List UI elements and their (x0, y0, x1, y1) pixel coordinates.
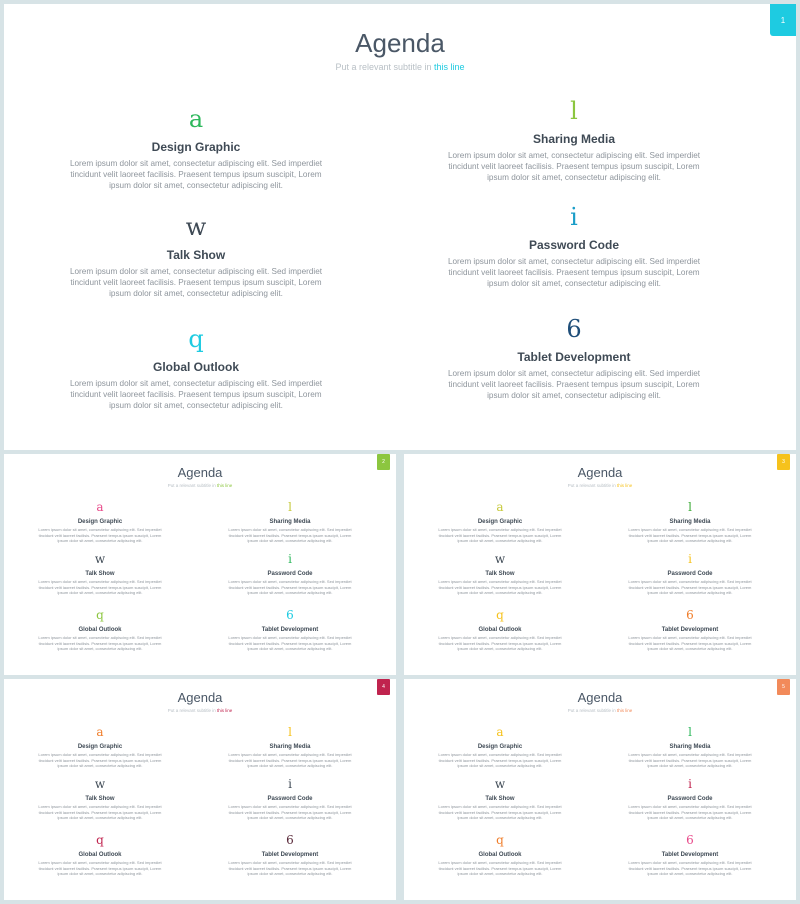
agenda-icon-l-icon: l (688, 500, 692, 514)
agenda-item-description: Lorem ipsum dolor sit amet, consectetur adipiscing elit. Sed imperdiet tincidunt velit laoreet facilisis. Praesent tempus ipsum suscipit, Lorem ipsum dolor sit amet, consectetur adipiscing elit. (628, 527, 752, 543)
agenda-icon-l-icon: l (288, 725, 292, 739)
agenda-item-description: Lorem ipsum dolor sit amet, consectetur adipiscing elit. Sed imperdiet tincidunt velit laoreet facilisis. Praesent tempus ipsum suscipit, Lorem ipsum dolor sit amet, consectetur adipiscing elit. (447, 257, 701, 288)
agenda-item-description: Lorem ipsum dolor sit amet, consectetur adipiscing elit. Sed imperdiet tincidunt velit laoreet facilisis. Praesent tempus ipsum suscipit, Lorem ipsum dolor sit amet, consectetur adipiscing elit. (69, 267, 323, 298)
agenda-item-tablet-development (624, 833, 756, 877)
agenda-icon-q-icon: q (96, 833, 104, 847)
agenda-item-design-graphic (434, 725, 566, 769)
agenda-item-title: Talk Show (485, 796, 515, 802)
agenda-icon-a-icon: a (188, 105, 204, 133)
agenda-icon-6-icon: 6 (686, 833, 694, 847)
agenda-icon-6-icon: 6 (286, 833, 294, 847)
agenda-icon-6-icon: 6 (566, 315, 582, 343)
agenda-item-sharing-media (224, 725, 356, 769)
slide-number-badge: 4 (377, 679, 390, 695)
agenda-item-sharing-media (442, 96, 706, 183)
agenda-item-description: Lorem ipsum dolor sit amet, consectetur adipiscing elit. Sed imperdiet tincidunt velit laoreet facilisis. Praesent tempus ipsum suscipit, Lorem ipsum dolor sit amet, consectetur adipiscing elit. (38, 804, 162, 820)
agenda-item-design-graphic (34, 725, 166, 769)
agenda-item-password-code (624, 777, 756, 821)
agenda-icon-i-icon: i (688, 552, 692, 566)
agenda-item-global-outlook (34, 833, 166, 877)
agenda-icon-i-icon: i (570, 203, 578, 231)
agenda-icon-i-icon: i (288, 552, 292, 566)
agenda-item-description: Lorem ipsum dolor sit amet, consectetur adipiscing elit. Sed imperdiet tincidunt velit laoreet facilisis. Praesent tempus ipsum suscipit, Lorem ipsum dolor sit amet, consectetur adipiscing elit. (628, 752, 752, 768)
agenda-item-title: Sharing Media (669, 519, 711, 525)
agenda-item-description: Lorem ipsum dolor sit amet, consectetur adipiscing elit. Sed imperdiet tincidunt velit laoreet facilisis. Praesent tempus ipsum suscipit, Lorem ipsum dolor sit amet, consectetur adipiscing elit. (438, 860, 562, 876)
agenda-item-description: Lorem ipsum dolor sit amet, consectetur adipiscing elit. Sed imperdiet tincidunt velit laoreet facilisis. Praesent tempus ipsum suscipit, Lorem ipsum dolor sit amet, consectetur adipiscing elit. (447, 151, 701, 182)
agenda-icon-6-icon: 6 (286, 608, 294, 622)
agenda-item-description: Lorem ipsum dolor sit amet, consectetur adipiscing elit. Sed imperdiet tincidunt velit laoreet facilisis. Praesent tempus ipsum suscipit, Lorem ipsum dolor sit amet, consectetur adipiscing elit. (38, 635, 162, 651)
agenda-item-password-code (442, 202, 706, 289)
subtitle-link[interactable]: this line (617, 708, 633, 713)
agenda-icon-l-icon: l (288, 500, 292, 514)
agenda-item-sharing-media (624, 500, 756, 544)
agenda-item-tablet-development (224, 608, 356, 652)
subtitle-text: Put a relevant subtitle in (567, 708, 617, 713)
agenda-item-description: Lorem ipsum dolor sit amet, consectetur adipiscing elit. Sed imperdiet tincidunt velit laoreet facilisis. Praesent tempus ipsum suscipit, Lorem ipsum dolor sit amet, consectetur adipiscing elit. (228, 635, 352, 651)
agenda-item-title: Global Outlook (153, 360, 239, 374)
slide-subtitle (404, 708, 796, 713)
agenda-item-talk-show (34, 777, 166, 821)
agenda-item-design-graphic (34, 500, 166, 544)
agenda-item-description: Lorem ipsum dolor sit amet, consectetur adipiscing elit. Sed imperdiet tincidunt velit laoreet facilisis. Praesent tempus ipsum suscipit, Lorem ipsum dolor sit amet, consectetur adipiscing elit. (228, 860, 352, 876)
agenda-item-description: Lorem ipsum dolor sit amet, consectetur adipiscing elit. Sed imperdiet tincidunt velit laoreet facilisis. Praesent tempus ipsum suscipit, Lorem ipsum dolor sit amet, consectetur adipiscing elit. (69, 379, 323, 410)
agenda-item-talk-show (64, 212, 328, 299)
agenda-item-description: Lorem ipsum dolor sit amet, consectetur adipiscing elit. Sed imperdiet tincidunt velit laoreet facilisis. Praesent tempus ipsum suscipit, Lorem ipsum dolor sit amet, consectetur adipiscing elit. (228, 527, 352, 543)
agenda-item-description: Lorem ipsum dolor sit amet, consectetur adipiscing elit. Sed imperdiet tincidunt velit laoreet facilisis. Praesent tempus ipsum suscipit, Lorem ipsum dolor sit amet, consectetur adipiscing elit. (628, 579, 752, 595)
agenda-item-title: Talk Show (85, 571, 115, 577)
agenda-item-title: Password Code (667, 571, 713, 577)
subtitle-text: Put a relevant subtitle in (167, 708, 217, 713)
agenda-item-title: Talk Show (485, 571, 515, 577)
agenda-item-description: Lorem ipsum dolor sit amet, consectetur adipiscing elit. Sed imperdiet tincidunt velit laoreet facilisis. Praesent tempus ipsum suscipit, Lorem ipsum dolor sit amet, consectetur adipiscing elit. (38, 579, 162, 595)
agenda-item-description: Lorem ipsum dolor sit amet, consectetur adipiscing elit. Sed imperdiet tincidunt velit laoreet facilisis. Praesent tempus ipsum suscipit, Lorem ipsum dolor sit amet, consectetur adipiscing elit. (438, 752, 562, 768)
agenda-item-title: Sharing Media (532, 132, 615, 146)
subtitle-text: Put a relevant subtitle in (567, 483, 617, 488)
agenda-item-description: Lorem ipsum dolor sit amet, consectetur adipiscing elit. Sed imperdiet tincidunt velit laoreet facilisis. Praesent tempus ipsum suscipit, Lorem ipsum dolor sit amet, consectetur adipiscing elit. (628, 635, 752, 651)
slide-subtitle (4, 483, 396, 488)
agenda-item-title: Design Graphic (77, 744, 123, 750)
agenda-icon-i-icon: i (288, 777, 292, 791)
agenda-item-description: Lorem ipsum dolor sit amet, consectetur adipiscing elit. Sed imperdiet tincidunt velit laoreet facilisis. Praesent tempus ipsum suscipit, Lorem ipsum dolor sit amet, consectetur adipiscing elit. (228, 579, 352, 595)
agenda-icon-q-icon: q (496, 608, 504, 622)
agenda-item-description: Lorem ipsum dolor sit amet, consectetur adipiscing elit. Sed imperdiet tincidunt velit laoreet facilisis. Praesent tempus ipsum suscipit, Lorem ipsum dolor sit amet, consectetur adipiscing elit. (228, 804, 352, 820)
agenda-icon-w-icon: w (494, 777, 506, 791)
agenda-item-sharing-media (224, 500, 356, 544)
agenda-item-description: Lorem ipsum dolor sit amet, consectetur adipiscing elit. Sed imperdiet tincidunt velit laoreet facilisis. Praesent tempus ipsum suscipit, Lorem ipsum dolor sit amet, consectetur adipiscing elit. (438, 579, 562, 595)
agenda-item-tablet-development (624, 608, 756, 652)
agenda-item-title: Global Outlook (78, 852, 122, 858)
agenda-item-description: Lorem ipsum dolor sit amet, consectetur adipiscing elit. Sed imperdiet tincidunt velit laoreet facilisis. Praesent tempus ipsum suscipit, Lorem ipsum dolor sit amet, consectetur adipiscing elit. (38, 752, 162, 768)
agenda-item-password-code (624, 552, 756, 596)
slide-subtitle (4, 62, 796, 72)
agenda-item-tablet-development (224, 833, 356, 877)
agenda-item-title: Sharing Media (269, 744, 311, 750)
agenda-icon-q-icon: q (96, 608, 104, 622)
agenda-item-design-graphic (434, 500, 566, 544)
agenda-icon-l-icon: l (570, 97, 578, 125)
agenda-item-description: Lorem ipsum dolor sit amet, consectetur adipiscing elit. Sed imperdiet tincidunt velit laoreet facilisis. Praesent tempus ipsum suscipit, Lorem ipsum dolor sit amet, consectetur adipiscing elit. (438, 527, 562, 543)
agenda-item-description: Lorem ipsum dolor sit amet, consectetur adipiscing elit. Sed imperdiet tincidunt velit laoreet facilisis. Praesent tempus ipsum suscipit, Lorem ipsum dolor sit amet, consectetur adipiscing elit. (38, 527, 162, 543)
agenda-item-title: Tablet Development (661, 627, 719, 633)
agenda-icon-a-icon: a (96, 725, 104, 739)
slide-subtitle (4, 708, 396, 713)
agenda-icon-w-icon: w (94, 552, 106, 566)
agenda-item-title: Tablet Development (517, 350, 631, 364)
agenda-item-description: Lorem ipsum dolor sit amet, consectetur adipiscing elit. Sed imperdiet tincidunt velit laoreet facilisis. Praesent tempus ipsum suscipit, Lorem ipsum dolor sit amet, consectetur adipiscing elit. (447, 369, 701, 400)
subtitle-link[interactable]: this line (434, 62, 465, 72)
slide-title: Agenda (355, 28, 445, 58)
agenda-icon-a-icon: a (96, 500, 104, 514)
agenda-item-title: Tablet Development (261, 852, 319, 858)
agenda-item-title: Design Graphic (477, 744, 523, 750)
slide-title: Agenda (577, 465, 623, 480)
slide-4[interactable] (4, 679, 396, 900)
agenda-item-title: Sharing Media (269, 519, 311, 525)
agenda-item-design-graphic (64, 104, 328, 191)
slide-title: Agenda (177, 690, 223, 705)
agenda-item-description: Lorem ipsum dolor sit amet, consectetur adipiscing elit. Sed imperdiet tincidunt velit laoreet facilisis. Praesent tempus ipsum suscipit, Lorem ipsum dolor sit amet, consectetur adipiscing elit. (438, 635, 562, 651)
subtitle-link[interactable]: this line (617, 483, 633, 488)
agenda-item-tablet-development (442, 314, 706, 401)
agenda-item-description: Lorem ipsum dolor sit amet, consectetur adipiscing elit. Sed imperdiet tincidunt velit laoreet facilisis. Praesent tempus ipsum suscipit, Lorem ipsum dolor sit amet, consectetur adipiscing elit. (628, 860, 752, 876)
agenda-item-description: Lorem ipsum dolor sit amet, consectetur adipiscing elit. Sed imperdiet tincidunt velit laoreet facilisis. Praesent tempus ipsum suscipit, Lorem ipsum dolor sit amet, consectetur adipiscing elit. (38, 860, 162, 876)
slide-5[interactable] (404, 679, 796, 900)
agenda-item-title: Global Outlook (478, 627, 522, 633)
agenda-item-title: Talk Show (166, 248, 226, 262)
agenda-item-description: Lorem ipsum dolor sit amet, consectetur adipiscing elit. Sed imperdiet tincidunt velit laoreet facilisis. Praesent tempus ipsum suscipit, Lorem ipsum dolor sit amet, consectetur adipiscing elit. (69, 159, 323, 190)
agenda-item-title: Global Outlook (78, 627, 122, 633)
agenda-icon-a-icon: a (496, 725, 504, 739)
agenda-item-title: Global Outlook (478, 852, 522, 858)
agenda-item-title: Password Code (528, 238, 620, 252)
slide-number-badge: 1 (770, 4, 796, 36)
agenda-item-global-outlook (34, 608, 166, 652)
agenda-item-title: Password Code (267, 796, 313, 802)
agenda-item-title: Tablet Development (661, 852, 719, 858)
agenda-item-description: Lorem ipsum dolor sit amet, consectetur adipiscing elit. Sed imperdiet tincidunt velit laoreet facilisis. Praesent tempus ipsum suscipit, Lorem ipsum dolor sit amet, consectetur adipiscing elit. (228, 752, 352, 768)
agenda-item-global-outlook (434, 833, 566, 877)
slide-number-badge: 2 (377, 454, 390, 470)
agenda-icon-l-icon: l (688, 725, 692, 739)
agenda-item-global-outlook (434, 608, 566, 652)
agenda-icon-w-icon: w (185, 213, 207, 241)
slide-3[interactable] (404, 454, 796, 675)
agenda-icon-i-icon: i (688, 777, 692, 791)
agenda-item-title: Design Graphic (77, 519, 123, 525)
agenda-item-description: Lorem ipsum dolor sit amet, consectetur adipiscing elit. Sed imperdiet tincidunt velit laoreet facilisis. Praesent tempus ipsum suscipit, Lorem ipsum dolor sit amet, consectetur adipiscing elit. (628, 804, 752, 820)
agenda-icon-a-icon: a (496, 500, 504, 514)
agenda-item-talk-show (34, 552, 166, 596)
subtitle-text: Put a relevant subtitle in (167, 483, 217, 488)
agenda-icon-w-icon: w (494, 552, 506, 566)
agenda-icon-6-icon: 6 (686, 608, 694, 622)
agenda-item-title: Design Graphic (477, 519, 523, 525)
agenda-item-title: Tablet Development (261, 627, 319, 633)
slide-subtitle (404, 483, 796, 488)
slide-title: Agenda (577, 690, 623, 705)
agenda-item-talk-show (434, 552, 566, 596)
agenda-item-title: Talk Show (85, 796, 115, 802)
subtitle-link[interactable]: this line (217, 708, 233, 713)
agenda-icon-q-icon: q (496, 833, 504, 847)
slide-number-badge: 3 (777, 454, 790, 470)
agenda-item-title: Sharing Media (669, 744, 711, 750)
slide-title: Agenda (177, 465, 223, 480)
slide-1[interactable] (4, 4, 796, 450)
agenda-item-global-outlook (64, 324, 328, 411)
agenda-item-password-code (224, 552, 356, 596)
agenda-item-title: Design Graphic (151, 140, 241, 154)
subtitle-text: Put a relevant subtitle in (335, 62, 435, 72)
agenda-item-talk-show (434, 777, 566, 821)
slide-2[interactable] (4, 454, 396, 675)
agenda-icon-w-icon: w (94, 777, 106, 791)
agenda-item-sharing-media (624, 725, 756, 769)
agenda-icon-q-icon: q (188, 325, 204, 353)
subtitle-link[interactable]: this line (217, 483, 233, 488)
agenda-item-title: Password Code (667, 796, 713, 802)
agenda-item-password-code (224, 777, 356, 821)
agenda-item-description: Lorem ipsum dolor sit amet, consectetur adipiscing elit. Sed imperdiet tincidunt velit laoreet facilisis. Praesent tempus ipsum suscipit, Lorem ipsum dolor sit amet, consectetur adipiscing elit. (438, 804, 562, 820)
agenda-item-title: Password Code (267, 571, 313, 577)
slide-number-badge: 5 (777, 679, 790, 695)
